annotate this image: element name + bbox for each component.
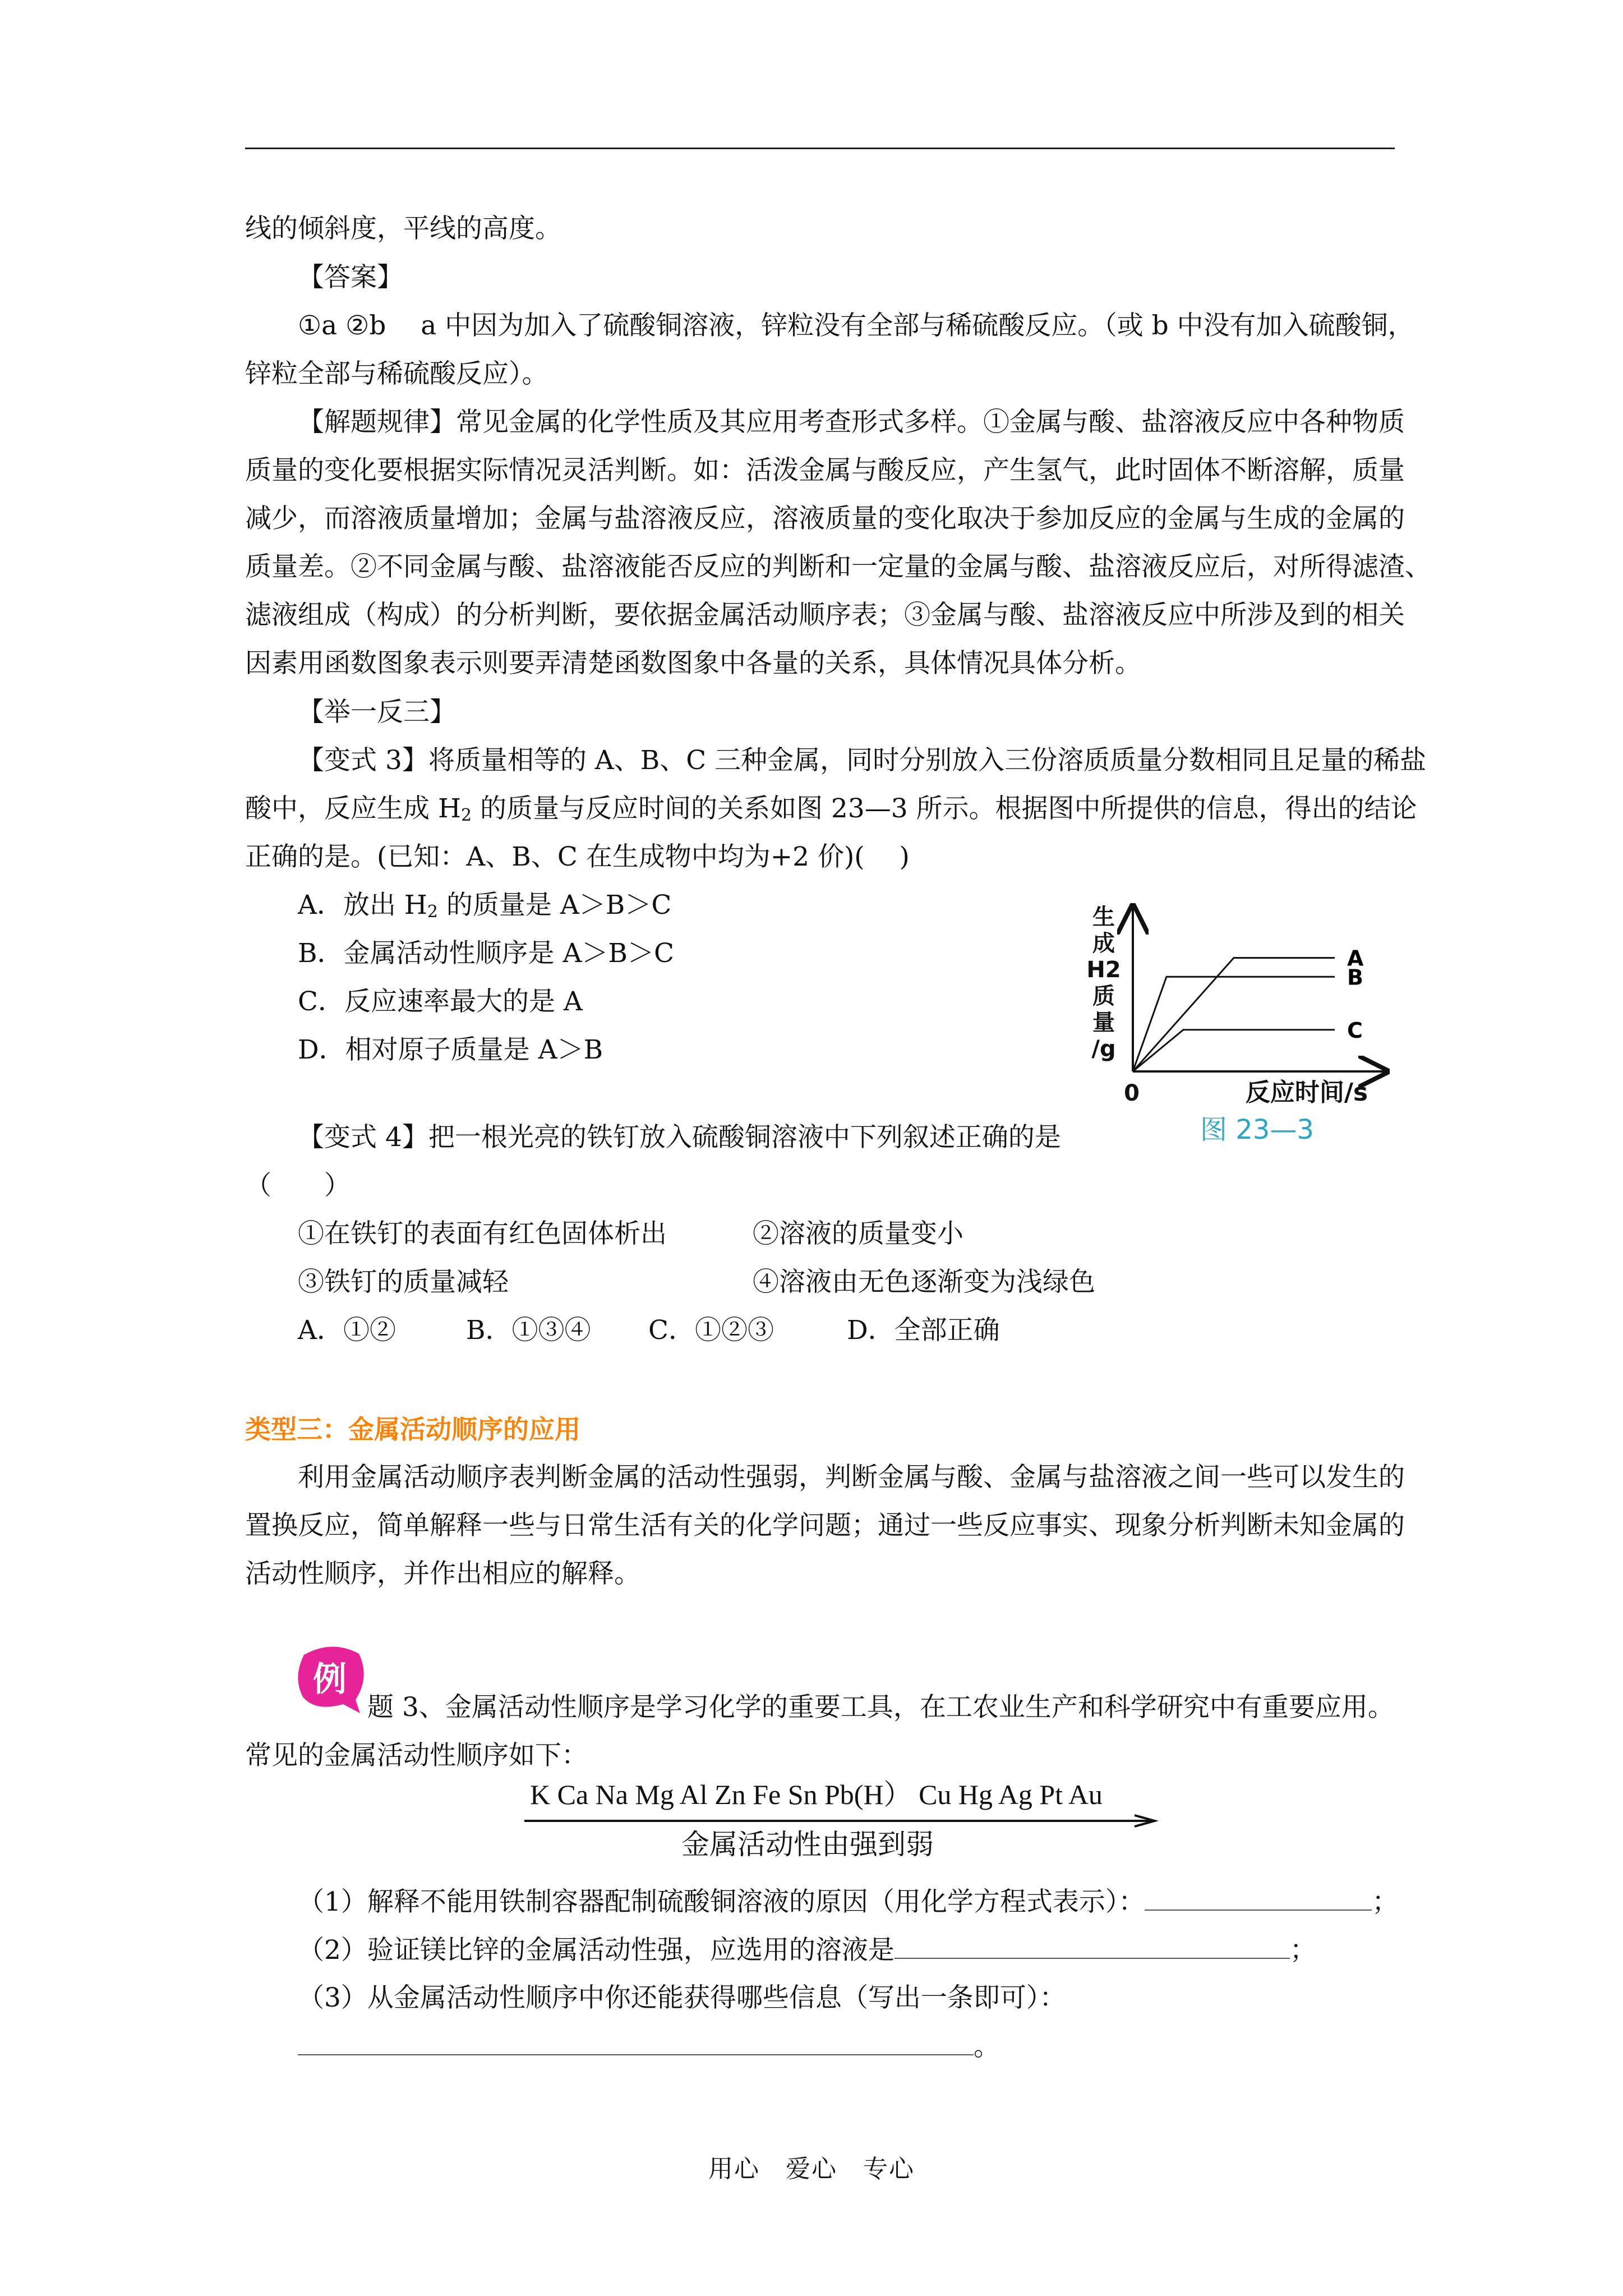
rule-line: 因素用函数图象表示则要弄清楚函数图象中各量的关系，具体情况具体分析。 — [245, 648, 1141, 679]
answer-label: 【答案】 — [298, 262, 403, 293]
series-label-A: A — [1347, 946, 1364, 971]
page-footer: 用心 爱心 专心 — [708, 2155, 915, 2183]
example-line: 题 3、金属活动性顺序是学习化学的重要工具，在工农业生产和科学研究中有重要应用。 — [367, 1692, 1394, 1723]
y-axis-label-char: 生 — [1092, 904, 1115, 930]
question-2: （2）验证镁比锌的金属活动性强，应选用的溶液是 ； — [298, 1933, 1316, 1967]
option-d: D．相对原子质量是 A＞B — [298, 1034, 603, 1065]
activity-series-text: K Ca Na Mg Al Zn Fe Sn Pb(H） Cu Hg Ag Pt Au — [530, 1779, 1103, 1810]
variant3-line: 正确的是。(已知：A、B、C 在生成物中均为+2 价)( ) — [245, 841, 910, 872]
option-c: C．①②③ — [648, 1315, 774, 1346]
section-line: 活动性顺序，并作出相应的解释。 — [245, 1558, 640, 1589]
series-line-A — [1133, 958, 1335, 1072]
question-3-answer: 。 — [298, 2030, 1000, 2064]
series-line-B — [1133, 977, 1335, 1071]
variant3-line: 酸中，反应生成 $H_2$ 的质量与反应时间的关系如图 23—3 所示。根据图中所提供的信息，得出的结论 — [245, 793, 1417, 825]
activity-series — [519, 1777, 1158, 1861]
example-badge-icon — [293, 1644, 371, 1717]
series-line-C — [1133, 1030, 1335, 1071]
figure-caption: 图 23—3 — [1200, 1114, 1314, 1145]
variant4-line: 【变式 4】把一根光亮的铁钉放入硫酸铜溶液中下列叙述正确的是 — [298, 1122, 1061, 1153]
option-a: A．①② — [298, 1315, 396, 1346]
origin-label: 0 — [1124, 1080, 1140, 1106]
x-axis-label: 反应时间/s — [1245, 1078, 1368, 1107]
option-b: B．①③④ — [466, 1315, 591, 1346]
answer-line: 锌粒全部与稀硫酸反应）。 — [245, 358, 548, 389]
y-axis-label-char: 量 — [1092, 1010, 1115, 1036]
answer-blank-3[interactable] — [298, 2030, 974, 2055]
answer-line: ①a ②b a 中因为加入了硫酸铜溶液，锌粒没有全部与稀硫酸反应。（或 b 中没有加入硫酸铜， — [298, 310, 1414, 341]
answer-blank-1[interactable] — [1145, 1885, 1372, 1911]
option-c: C．反应速率最大的是 A — [298, 986, 583, 1017]
question-1: （1）解释不能用铁制容器配制硫酸铜溶液的原因（用化学方程式表示）： ； — [298, 1885, 1398, 1919]
practice-label: 【举一反三】 — [298, 697, 456, 728]
section-line: 置换反应，简单解释一些与日常生活有关的化学问题；通过一些反应事实、现象分析判断未知金属的 — [245, 1510, 1405, 1541]
answer-blank-2[interactable] — [895, 1933, 1290, 1959]
rule-line: 【解题规律】常见金属的化学性质及其应用考查形式多样。①金属与酸、盐溶液反应中各种物质 — [298, 407, 1405, 438]
y-axis-label-char: H2 — [1086, 957, 1121, 983]
rule-line: 滤液组成（构成）的分析判断，要依据金属活动顺序表；③金属与酸、盐溶液反应中所涉及到的相关 — [245, 600, 1405, 631]
activity-arrow-icon — [524, 1814, 1158, 1828]
statement-3: ③铁钉的质量减轻 — [298, 1267, 509, 1297]
y-axis-label-char: 成 — [1092, 931, 1115, 956]
statement-2: ②溶液的质量变小 — [753, 1218, 963, 1249]
activity-series-label: 金属活动性由强到弱 — [681, 1828, 934, 1861]
series-label-C: C — [1347, 1018, 1363, 1043]
variant3-line: 【变式 3】将质量相等的 A、B、C 三种金属，同时分别放入三份溶质质量分数相同且足量的稀盐 — [298, 745, 1427, 776]
option-d: D．全部正确 — [847, 1315, 1000, 1346]
y-axis-label-char: 质 — [1092, 983, 1115, 1009]
section-line: 利用金属活动顺序表判断金属的活动性强弱，判断金属与酸、金属与盐溶液之间一些可以发生的 — [298, 1462, 1405, 1493]
rule-line: 减少，而溶液质量增加；金属与盐溶液反应，溶液质量的变化取决于参加反应的金属与生成的金属的 — [245, 503, 1405, 534]
rule-line: 质量的变化要根据实际情况灵活判断。如：活泼金属与酸反应，产生氢气，此时固体不断溶解，质量 — [245, 455, 1405, 486]
header-rule — [245, 148, 1395, 149]
section-title: 类型三：金属活动顺序的应用 — [245, 1414, 580, 1444]
example-line: 常见的金属活动性顺序如下： — [245, 1740, 588, 1771]
paragraph-line: 线的倾斜度，平线的高度。 — [245, 213, 561, 244]
reaction-chart — [1082, 898, 1408, 1156]
variant4-line: （ ） — [245, 1170, 351, 1201]
y-axis-label-char: /g — [1091, 1036, 1116, 1062]
question-3: （3）从金属活动性顺序中你还能获得哪些信息（写出一条即可）： — [298, 1982, 1066, 2013]
series-label-B: B — [1347, 965, 1363, 990]
statement-4: ④溶液由无色逐渐变为浅绿色 — [753, 1267, 1095, 1297]
rule-line: 质量差。②不同金属与酸、盐溶液能否反应的判断和一定量的金属与酸、盐溶液反应后，对所得滤渣、 — [245, 551, 1431, 582]
example-badge-text: 例 — [313, 1660, 347, 1699]
option-b: B．金属活动性顺序是 A＞B＞C — [298, 938, 674, 969]
option-a: A．放出 $H_2$ 的质量是 A＞B＞C — [298, 890, 672, 922]
statement-1: ①在铁钉的表面有红色固体析出 — [298, 1218, 667, 1249]
